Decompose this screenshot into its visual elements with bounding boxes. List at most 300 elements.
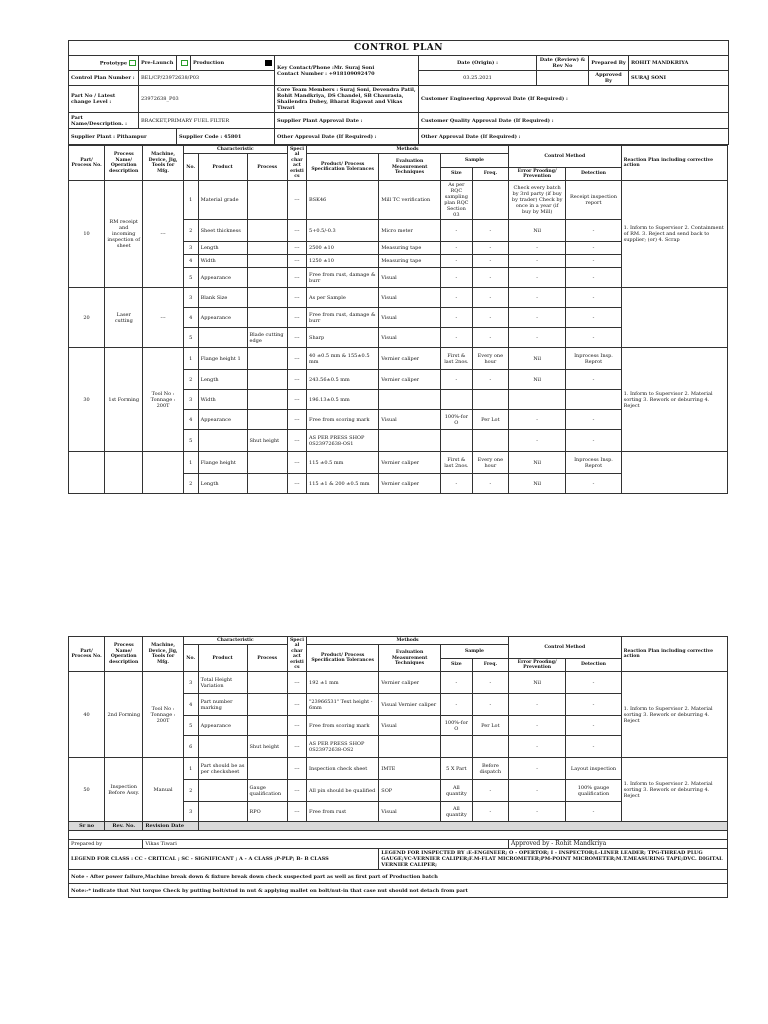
special-characteristic: ---: [287, 452, 306, 474]
product-characteristic: [198, 802, 247, 822]
prepared-by-value: ROHIT MANDKRIYA: [629, 56, 729, 71]
process-characteristic: [247, 308, 287, 328]
process-characteristic: [247, 758, 287, 780]
prelaunch-checkbox: [181, 60, 188, 66]
sample-size: [440, 430, 472, 452]
document-title: CONTROL PLAN: [69, 41, 729, 56]
special-characteristic: ---: [287, 370, 306, 390]
other-approval-date-1: Other Approval Date (If Required) :: [275, 129, 419, 145]
process-name: Laser cutting: [105, 288, 143, 348]
characteristic-no: 3: [183, 242, 198, 255]
product-characteristic: Part number marking: [198, 694, 247, 716]
characteristic-no: 2: [183, 220, 198, 242]
error-proofing: -: [508, 716, 565, 736]
error-proofing: Nil: [508, 672, 565, 694]
detection-method: -: [566, 430, 621, 452]
specification-tolerance: 192 ±1 mm: [307, 672, 379, 694]
approved-by-value: SURAJ SONI: [629, 71, 729, 86]
error-proofing: -: [508, 758, 565, 780]
process-characteristic: [247, 181, 287, 220]
detection-method: -: [566, 716, 621, 736]
process-characteristic: [247, 672, 287, 694]
col-machine: Machine, Device, Jig, Tools for Mfg.: [143, 637, 183, 672]
sample-size: As per RQC sampling plan RQC Section 03: [440, 181, 472, 220]
evaluation-technique: Vernier caliper: [379, 672, 441, 694]
sample-frequency: -: [472, 268, 508, 288]
col-process: Process: [247, 645, 287, 672]
special-characteristic: ---: [287, 802, 306, 822]
detection-method: Inprocess Insp. Reprot: [566, 348, 621, 370]
error-proofing: -: [508, 308, 565, 328]
error-proofing: Nil: [508, 370, 565, 390]
sample-size: -: [440, 694, 472, 716]
specification-tolerance: Free from scoring mark: [307, 716, 379, 736]
characteristic-no: 1: [183, 758, 198, 780]
evaluation-technique: Vernier caliper: [379, 452, 441, 474]
process-table-page-2: [68, 636, 728, 898]
process-rows-page-2: [69, 672, 728, 822]
production-option: Production: [191, 56, 275, 71]
evaluation-technique: Vernier caliper: [379, 370, 441, 390]
evaluation-technique: Measuring tape: [379, 242, 441, 255]
table-row: [69, 672, 728, 694]
sample-size: -: [440, 328, 472, 348]
special-characteristic: ---: [287, 780, 306, 802]
sample-frequency: Per Lot: [472, 716, 508, 736]
product-characteristic: Appearance: [198, 308, 247, 328]
error-proofing: -: [508, 268, 565, 288]
characteristic-no: 3: [183, 672, 198, 694]
error-proofing: -: [508, 736, 565, 758]
sample-frequency: -: [472, 242, 508, 255]
error-proofing: -: [508, 328, 565, 348]
specification-tolerance: Inspection check sheet: [307, 758, 379, 780]
col-detection: Detection: [566, 658, 621, 672]
customer-quality-approval: Customer Quality Approval Date (If Required) :: [419, 113, 729, 129]
col-no: No.: [183, 645, 198, 672]
process-name: [105, 452, 143, 494]
special-characteristic: ---: [287, 390, 306, 410]
other-approval-date-2: Other Approval Date (If Required) :: [419, 129, 729, 145]
col-evaluation: Evaluation Measurement Techniques: [379, 154, 441, 181]
production-checkbox: [265, 60, 272, 66]
sample-frequency: -: [472, 308, 508, 328]
sample-size: -: [440, 370, 472, 390]
sample-size: 5 X Part: [440, 758, 472, 780]
evaluation-technique: Visual: [379, 288, 441, 308]
col-characteristic: Characteristic: [183, 146, 287, 154]
core-team-members: Core Team Members : Suraj Soni, Devendra Patil, Rohit Mandkriya, DS Chandel, SB Chaurasia, Shailendra Dubey, Bharat Rajawat and Vikas Tiwari: [275, 86, 419, 113]
product-characteristic: Appearance: [198, 268, 247, 288]
detection-method: [566, 390, 621, 410]
evaluation-technique: [379, 390, 441, 410]
reaction-plan: [621, 452, 727, 494]
prepared-by-label: Prepared By: [589, 56, 629, 71]
specification-tolerance: Free from rust, damage & burr: [307, 268, 379, 288]
special-characteristic: ---: [287, 758, 306, 780]
col-error-proofing: Error Proofing/ Prevention: [508, 658, 565, 672]
special-characteristic: ---: [287, 220, 306, 242]
product-characteristic: Part should be as per checksheet: [198, 758, 247, 780]
characteristic-no: 5: [183, 716, 198, 736]
special-characteristic: ---: [287, 255, 306, 268]
process-characteristic: [247, 452, 287, 474]
error-proofing: -: [508, 288, 565, 308]
product-characteristic: Length: [198, 474, 247, 494]
revision-date-header: Revision Date: [143, 822, 198, 831]
process-name: RM receipt and incoming inspection of sheet: [105, 181, 143, 288]
col-process: Process: [247, 154, 287, 181]
product-characteristic: Width: [198, 390, 247, 410]
evaluation-technique: Visual: [379, 308, 441, 328]
error-proofing: Check every batch by 3rd party (if buy by trader) Check by once in a year (if buy by Mill): [508, 181, 565, 220]
part-name-label: Part Name/Description. :: [69, 113, 139, 129]
sample-size: All quantity: [440, 802, 472, 822]
col-special-characteristics: Special charact eristics: [287, 146, 306, 181]
table-row: [69, 348, 728, 370]
col-size: Size: [440, 167, 472, 181]
specification-tolerance: Sharp: [307, 328, 379, 348]
characteristic-no: 4: [183, 410, 198, 430]
special-characteristic: ---: [287, 410, 306, 430]
process-characteristic: [247, 255, 287, 268]
date-origin-value: 03.25.2021: [419, 71, 537, 86]
specification-tolerance: 243.56±0.5 mm: [307, 370, 379, 390]
process-number: 30: [69, 348, 105, 452]
sample-frequency: [472, 430, 508, 452]
error-proofing: -: [508, 802, 565, 822]
prototype-option: Prototype: [69, 56, 139, 71]
special-characteristic: ---: [287, 672, 306, 694]
error-proofing: Nil: [508, 452, 565, 474]
product-characteristic: Width: [198, 255, 247, 268]
specification-tolerance: 2500 ±10: [307, 242, 379, 255]
column-headers-page-2: [69, 637, 728, 672]
detection-method: -: [566, 802, 621, 822]
specification-tolerance: 5+0.5/-0.3: [307, 220, 379, 242]
product-characteristic: Length: [198, 242, 247, 255]
error-proofing: -: [508, 255, 565, 268]
process-characteristic: [247, 716, 287, 736]
process-characteristic: [247, 348, 287, 370]
error-proofing: Nil: [508, 220, 565, 242]
sample-frequency: -: [472, 780, 508, 802]
product-characteristic: [198, 430, 247, 452]
process-characteristic: [247, 288, 287, 308]
sample-frequency: Every one hour: [472, 452, 508, 474]
sample-size: 100%-for O: [440, 716, 472, 736]
specification-tolerance: 115 ±1 & 200 ±0.5 mm: [307, 474, 379, 494]
revision-sr-no-header: Sr no: [69, 822, 105, 831]
detection-method: Receipt inspection report: [566, 181, 621, 220]
sample-frequency: -: [472, 474, 508, 494]
detection-method: -: [566, 672, 621, 694]
col-reaction-plan: Reaction Plan including corrective action: [621, 637, 727, 672]
evaluation-technique: Vernier caliper: [379, 348, 441, 370]
characteristic-no: 2: [183, 474, 198, 494]
col-evaluation: Evaluation Measurement Techniques: [379, 645, 441, 672]
special-characteristic: ---: [287, 474, 306, 494]
col-error-proofing: Error Proofing/ Prevention: [508, 167, 565, 181]
process-characteristic: [247, 390, 287, 410]
specification-tolerance: Free from scoring mark: [307, 410, 379, 430]
supplier-plant: Supplier Plant : Pithampur: [69, 129, 177, 145]
specification-tolerance: AS PER PRESS SHOP 0S23972638-OS1: [307, 430, 379, 452]
specification-tolerance: AS PER PRESS SHOP 0S23972638-OS2: [307, 736, 379, 758]
sample-frequency: -: [472, 288, 508, 308]
error-proofing: -: [508, 430, 565, 452]
detection-method: -: [566, 308, 621, 328]
supplier-code: Supplier Code : 45801: [177, 129, 275, 145]
specification-tolerance: 115 ±0.5 mm: [307, 452, 379, 474]
evaluation-technique: Visual: [379, 328, 441, 348]
col-product: Product: [198, 645, 247, 672]
col-freq: Freq.: [472, 658, 508, 672]
product-characteristic: Appearance: [198, 410, 247, 430]
special-characteristic: ---: [287, 716, 306, 736]
col-machine: Machine, Device, Jig, Tools for Mfg.: [143, 146, 183, 181]
characteristic-no: 3: [183, 288, 198, 308]
product-characteristic: Appearance: [198, 716, 247, 736]
sample-frequency: -: [472, 255, 508, 268]
special-characteristic: ---: [287, 328, 306, 348]
detection-method: 100% gauge qualification: [566, 780, 621, 802]
specification-tolerance: All pin should be qualified: [307, 780, 379, 802]
process-rows-page-1: [69, 181, 728, 494]
detection-method: -: [566, 474, 621, 494]
product-characteristic: Flange height: [198, 452, 247, 474]
machine-tool: ---: [143, 288, 183, 348]
note-power-failure: Note - After power failure,Machine break down & fixture break down check suspected part as well as first part of Production batch: [69, 870, 728, 884]
machine-tool: Manual: [143, 758, 183, 822]
specification-tolerance: Free from rust: [307, 802, 379, 822]
control-plan-number-value: BEL/CP/23972638/P03: [139, 71, 275, 86]
reaction-plan: 1. Inform to Supervisor 2. Material sorting 3. Rework or deburring 4. Reject: [621, 758, 727, 822]
process-characteristic: Gauge qualification: [247, 780, 287, 802]
detection-method: -: [566, 220, 621, 242]
col-part-process-no: Part/ Process No.: [69, 637, 105, 672]
specification-tolerance: 40 ±0.5 mm & 155±0.5 mm: [307, 348, 379, 370]
sample-size: -: [440, 288, 472, 308]
detection-method: Inprocess Insp. Reprot: [566, 452, 621, 474]
process-name: 1st Forming: [105, 348, 143, 452]
error-proofing: -: [508, 410, 565, 430]
process-characteristic: Shut height: [247, 430, 287, 452]
col-detection: Detection: [566, 167, 621, 181]
special-characteristic: ---: [287, 430, 306, 452]
reaction-plan: 1. Inform to Supervisor 2. Containment of RM. 3. Reject and send back to supplier; (or) 4. Scrap: [621, 181, 727, 288]
product-characteristic: [198, 736, 247, 758]
sample-frequency: -: [472, 220, 508, 242]
product-characteristic: [198, 780, 247, 802]
evaluation-technique: [379, 736, 441, 758]
reaction-plan: 1. Inform to Supervisor 2. Material sorting 3. Rework or deburring 4. Reject: [621, 672, 727, 758]
reaction-plan: 1. Inform to Supervisor 2. Material sorting 3. Rework or deburring 4. Reject: [621, 348, 727, 452]
sample-size: -: [440, 268, 472, 288]
detection-method: -: [566, 255, 621, 268]
characteristic-no: 4: [183, 694, 198, 716]
revision-section: [69, 822, 728, 898]
control-plan-number-label: Control Plan Number :: [69, 71, 139, 86]
characteristic-no: 5: [183, 268, 198, 288]
process-number: 50: [69, 758, 105, 822]
sample-frequency: [472, 181, 508, 220]
product-characteristic: Flange height 1: [198, 348, 247, 370]
part-number-value: 23972638_P03: [139, 86, 275, 113]
evaluation-technique: Mill TC verification: [379, 181, 441, 220]
sample-frequency: -: [472, 328, 508, 348]
control-plan-header-table: [68, 40, 729, 145]
process-characteristic: [247, 220, 287, 242]
approved-by-label: Approved By: [589, 71, 629, 86]
sample-size: [440, 390, 472, 410]
col-control-method: Control Method: [508, 146, 621, 168]
product-characteristic: Length: [198, 370, 247, 390]
prepared-by-footer-label: Prepared by: [69, 840, 143, 849]
col-spec-tolerance: Product/ Process Specification Tolerances: [307, 154, 379, 181]
special-characteristic: ---: [287, 288, 306, 308]
customer-engineering-approval: Customer Engineering Approval Date (If Required) :: [419, 86, 729, 113]
characteristic-no: 1: [183, 181, 198, 220]
error-proofing: -: [508, 780, 565, 802]
detection-method: -: [566, 242, 621, 255]
sample-size: -: [440, 220, 472, 242]
sample-frequency: Every one hour: [472, 348, 508, 370]
process-number: 20: [69, 288, 105, 348]
special-characteristic: ---: [287, 181, 306, 220]
part-number-label: Part No / Latest change Level :: [69, 86, 139, 113]
col-process-name: Process Name/ Operation description: [105, 637, 143, 672]
machine-tool: Tool No : Tonnage : 200T: [143, 348, 183, 452]
special-characteristic: ---: [287, 268, 306, 288]
col-spec-tolerance: Product/ Process Specification Tolerances: [307, 645, 379, 672]
prototype-checkbox: [129, 60, 136, 66]
process-characteristic: [247, 370, 287, 390]
evaluation-technique: SOP: [379, 780, 441, 802]
sample-frequency: Before dispatch: [472, 758, 508, 780]
detection-method: -: [566, 736, 621, 758]
col-size: Size: [440, 658, 472, 672]
specification-tolerance: 196.13±0.5 mm: [307, 390, 379, 410]
legend-class: LEGEND FOR CLASS : CC - CRITICAL ; SC - SIGNIFICANT ; A - A CLASS ;P-PLP; B- B CLASS: [69, 849, 379, 870]
evaluation-technique: Visual: [379, 716, 441, 736]
special-characteristic: ---: [287, 694, 306, 716]
sample-size: -: [440, 255, 472, 268]
col-methods: Methods: [307, 146, 509, 154]
col-reaction-plan: Reaction Plan including corrective action: [621, 146, 727, 181]
evaluation-technique: [379, 430, 441, 452]
sample-size: -: [440, 474, 472, 494]
process-characteristic: Blade cutting edge: [247, 328, 287, 348]
prepared-by-footer-value: Vikas Tiwari: [143, 840, 509, 849]
process-characteristic: [247, 474, 287, 494]
process-characteristic: [247, 268, 287, 288]
table-row: [69, 758, 728, 780]
approved-by-footer: Approved by - Rohit Mandkriya: [508, 840, 727, 849]
characteristic-no: 5: [183, 430, 198, 452]
error-proofing: -: [508, 694, 565, 716]
process-name: 2nd Forming: [105, 672, 143, 758]
special-characteristic: ---: [287, 242, 306, 255]
sample-size: -: [440, 242, 472, 255]
table-row: [69, 181, 728, 220]
error-proofing: [508, 390, 565, 410]
table-row: [69, 452, 728, 474]
control-plan-page-1: [68, 40, 728, 494]
specification-tolerance: Free from rust, damage & burr: [307, 308, 379, 328]
detection-method: -: [566, 694, 621, 716]
detection-method: Layout inspection: [566, 758, 621, 780]
evaluation-technique: Visual: [379, 410, 441, 430]
machine-tool: Tool No : Tonnage : 200T: [143, 672, 183, 758]
error-proofing: Nil: [508, 348, 565, 370]
sample-size: -: [440, 672, 472, 694]
date-origin-label: Date (Origin) :: [419, 56, 537, 71]
error-proofing: -: [508, 242, 565, 255]
specification-tolerance: 1250 ±10: [307, 255, 379, 268]
sample-frequency: -: [472, 370, 508, 390]
col-methods: Methods: [307, 637, 509, 645]
date-review-label: Date (Review) & Rev No: [537, 56, 589, 71]
sample-frequency: [472, 390, 508, 410]
sample-frequency: -: [472, 694, 508, 716]
process-table-page-1: [68, 145, 728, 494]
error-proofing: Nil: [508, 474, 565, 494]
sample-frequency: Per Lot: [472, 410, 508, 430]
characteristic-no: 5: [183, 328, 198, 348]
part-name-value: BRACKET,PRIMARY FUEL FILTER: [139, 113, 275, 129]
evaluation-technique: IMTE: [379, 758, 441, 780]
evaluation-technique: Visual: [379, 802, 441, 822]
sample-size: 100%-for O: [440, 410, 472, 430]
supplier-plant-approval: Supplier Plant Approval Date :: [275, 113, 419, 129]
sample-frequency: [472, 736, 508, 758]
special-characteristic: ---: [287, 348, 306, 370]
col-special-characteristics: Special charact eristics: [287, 637, 306, 672]
characteristic-no: 6: [183, 736, 198, 758]
process-characteristic: [247, 694, 287, 716]
special-characteristic: ---: [287, 736, 306, 758]
process-number: 40: [69, 672, 105, 758]
specification-tolerance: As per Sample: [307, 288, 379, 308]
characteristic-no: 1: [183, 348, 198, 370]
detection-method: -: [566, 268, 621, 288]
specification-tolerance: "23966531" Text height - 6mm: [307, 694, 379, 716]
detection-method: -: [566, 328, 621, 348]
special-characteristic: ---: [287, 308, 306, 328]
col-no: No.: [183, 154, 198, 181]
characteristic-no: 2: [183, 370, 198, 390]
sample-size: [440, 736, 472, 758]
sample-frequency: -: [472, 672, 508, 694]
date-review-value: [537, 71, 589, 86]
machine-tool: [143, 452, 183, 494]
product-characteristic: Sheet thickness: [198, 220, 247, 242]
product-characteristic: Blank Size: [198, 288, 247, 308]
characteristic-no: 3: [183, 390, 198, 410]
key-contact: Key Contact/Phone :Mr. Suraj Soni Contact Number : +918109092470: [275, 56, 419, 86]
evaluation-technique: Micro meter: [379, 220, 441, 242]
evaluation-technique: Vernier caliper: [379, 474, 441, 494]
note-nut-torque: Note:-* indicate that Nut torque Check by putting bolt/stud in nut & applying mallet on bolt/nut-in that case nut should not detach from part: [69, 884, 728, 898]
characteristic-no: 2: [183, 780, 198, 802]
evaluation-technique: Visual: [379, 268, 441, 288]
col-process-name: Process Name/ Operation description: [105, 146, 143, 181]
product-characteristic: Total Height Variation: [198, 672, 247, 694]
characteristic-no: 4: [183, 255, 198, 268]
col-freq: Freq.: [472, 167, 508, 181]
product-characteristic: Material grade: [198, 181, 247, 220]
